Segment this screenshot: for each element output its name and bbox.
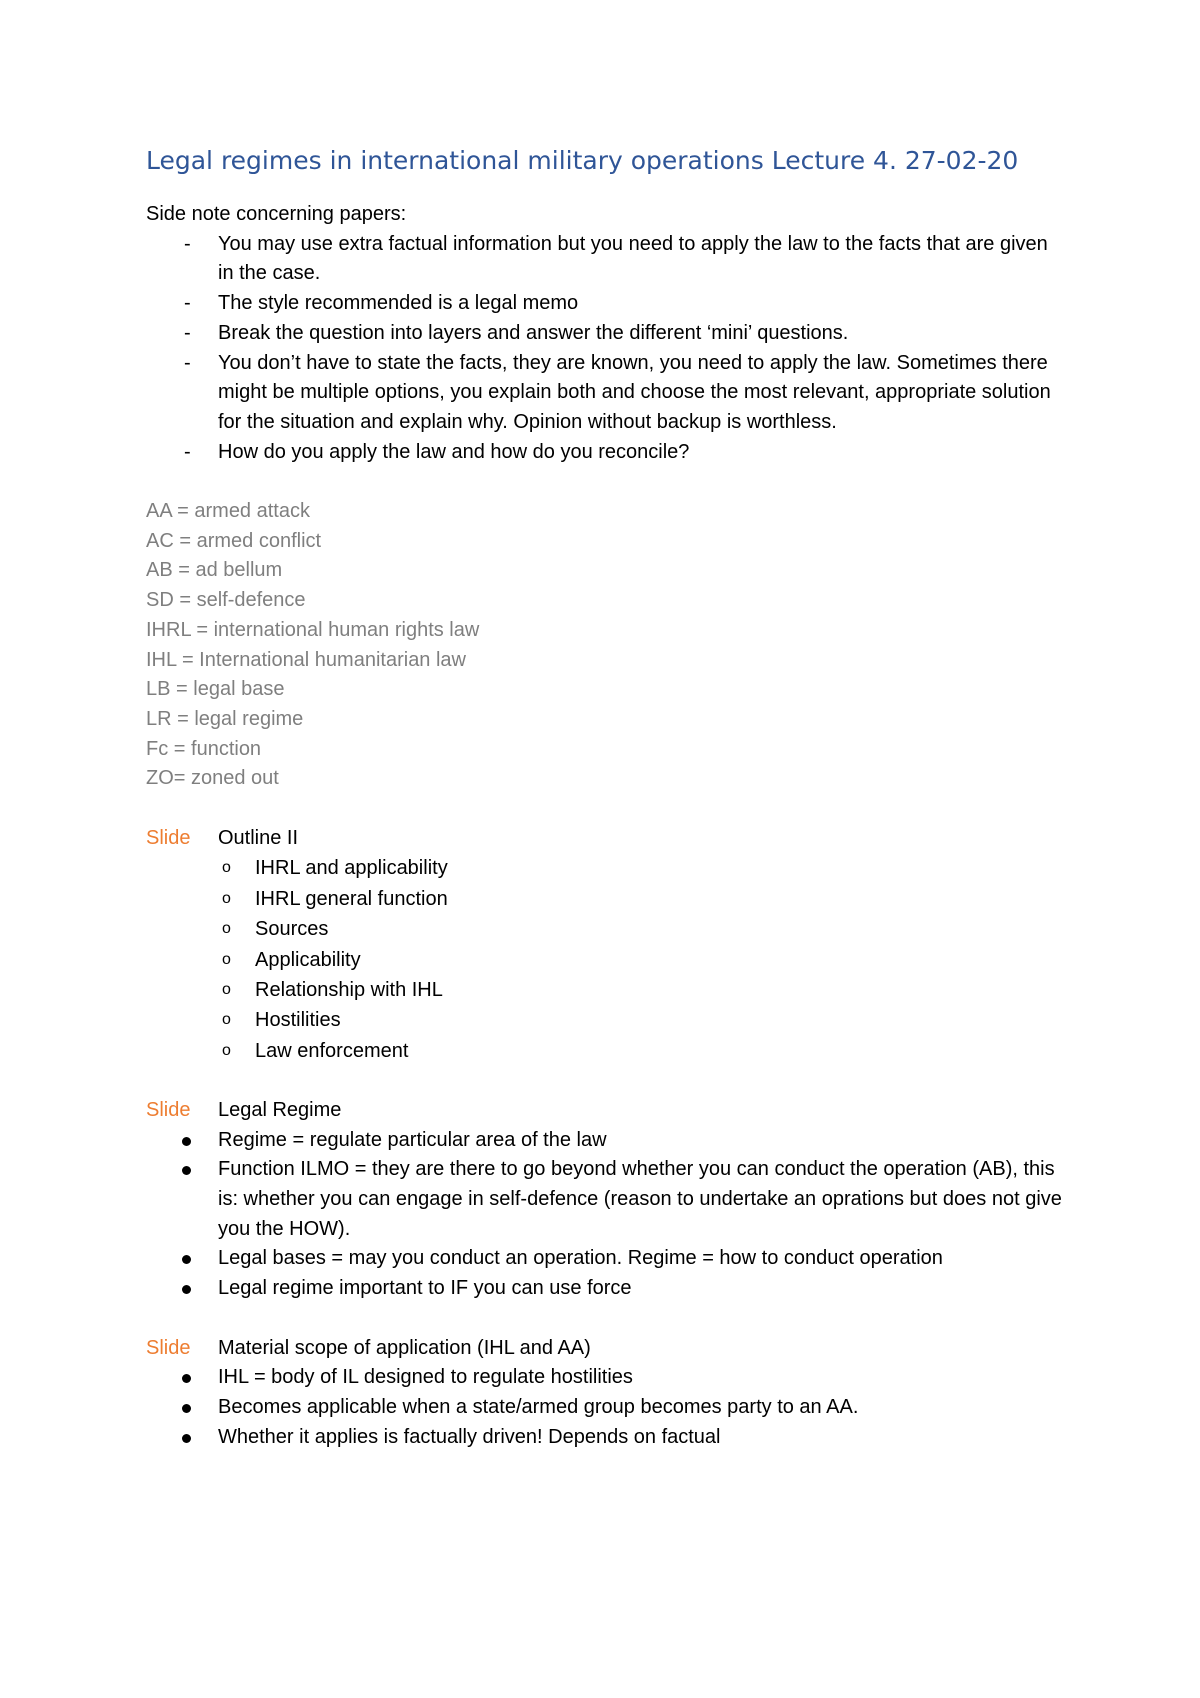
document-title: Legal regimes in international military operations Lecture 4. 27-02-20: [146, 146, 1019, 175]
list-item: [146, 319, 1066, 349]
list-item: [146, 853, 1066, 883]
dash-marker: -: [184, 232, 191, 255]
dash-marker: -: [184, 292, 191, 315]
spacer: [146, 1066, 1066, 1096]
bullet-icon: [182, 1166, 191, 1175]
abbreviation: LB = legal base: [146, 678, 285, 701]
list-item: [146, 1005, 1066, 1035]
document-content: [146, 146, 1066, 1452]
list-item: [146, 438, 1066, 468]
abbreviation: AA = armed attack: [146, 500, 310, 523]
slide-section-outline: [146, 824, 1066, 1067]
list-item: [146, 1274, 1066, 1304]
list-item: [146, 230, 1066, 289]
list-item-text: Law enforcement: [255, 1039, 409, 1062]
spacer: [146, 176, 1066, 200]
abbreviation: ZO= zoned out: [146, 767, 279, 790]
list-item-text: You may use extra factual information but you need to apply the law to the facts that are given in the case.: [218, 232, 1048, 285]
circle-bullet: o: [222, 1041, 231, 1059]
slide-heading: Outline II: [218, 826, 299, 849]
bullet-icon: [182, 1137, 191, 1146]
list-item-text: IHRL and applicability: [255, 857, 448, 880]
slide-heading: Material scope of application (IHL and AA): [218, 1336, 591, 1359]
list-item-text: You don’t have to state the facts, they are known, you need to apply the law. Sometimes there might be multiple options, you explain both and choose the most relevant, appropriate solution for the situation and explain why. Opinion without backup is worthless.: [218, 351, 1051, 433]
slide-heading-row: [146, 1334, 1066, 1364]
abbreviation: LR = legal regime: [146, 707, 304, 730]
abbreviation: Fc = function: [146, 737, 262, 760]
slide-list: [146, 1363, 1066, 1452]
circle-bullet: o: [222, 1011, 231, 1029]
list-item-text: Hostilities: [255, 1009, 341, 1032]
side-note-list: [146, 230, 1066, 468]
list-item: [146, 349, 1066, 438]
list-item-text: Legal regime important to IF you can use force: [218, 1277, 632, 1300]
side-note-heading: Side note concerning papers:: [146, 203, 407, 225]
list-item: [146, 884, 1066, 914]
circle-bullet: o: [222, 859, 231, 877]
list-item: [146, 1036, 1066, 1066]
abbreviation: AB = ad bellum: [146, 559, 283, 582]
list-item: [146, 1363, 1066, 1393]
list-item: [146, 914, 1066, 944]
abbreviation-list: [146, 497, 1066, 794]
slide-section-legal-regime: [146, 1096, 1066, 1304]
slide-list: [146, 1126, 1066, 1304]
list-item-text: Function ILMO = they are there to go beyond whether you can conduct the operation (AB), this is: whether you can engage in self-defence (reason to undertake an oprations but does not give you the HOW).: [218, 1158, 1062, 1240]
slide-heading-row: [146, 1096, 1066, 1126]
spacer: [146, 1304, 1066, 1334]
list-item: [146, 1126, 1066, 1156]
slide-heading: Legal Regime: [218, 1098, 342, 1121]
bullet-icon: [182, 1404, 191, 1413]
list-item: [146, 1393, 1066, 1423]
list-item-text: IHRL general function: [255, 887, 448, 910]
bullet-icon: [182, 1434, 191, 1443]
slide-list: [146, 853, 1066, 1066]
list-item-text: Applicability: [255, 948, 361, 971]
list-item-text: Whether it applies is factually driven! Depends on factual: [218, 1425, 721, 1448]
list-item-text: How do you apply the law and how do you reconcile?: [218, 440, 690, 463]
list-item: [146, 945, 1066, 975]
list-item-text: Legal bases = may you conduct an operation. Regime = how to conduct operation: [218, 1247, 943, 1270]
list-item-text: Sources: [255, 918, 329, 941]
spacer: [146, 467, 1066, 497]
dash-marker: -: [184, 351, 191, 374]
slide-label: Slide: [146, 826, 191, 849]
abbreviation: IHL = International humanitarian law: [146, 648, 466, 671]
list-item-text: IHL = body of IL designed to regulate hostilities: [218, 1366, 633, 1389]
bullet-icon: [182, 1374, 191, 1383]
list-item: [146, 1244, 1066, 1274]
list-item-text: Break the question into layers and answer the different ‘mini’ questions.: [218, 321, 849, 344]
slide-label: Slide: [146, 1098, 191, 1121]
spacer: [146, 794, 1066, 824]
circle-bullet: o: [222, 920, 231, 938]
slide-label: Slide: [146, 1336, 191, 1359]
circle-bullet: o: [222, 981, 231, 999]
dash-marker: -: [184, 321, 191, 344]
list-item-text: Becomes applicable when a state/armed group becomes party to an AA.: [218, 1395, 859, 1418]
circle-bullet: o: [222, 950, 231, 968]
list-item-text: The style recommended is a legal memo: [218, 292, 579, 315]
dash-marker: -: [184, 440, 191, 463]
bullet-icon: [182, 1255, 191, 1264]
list-item-text: Regime = regulate particular area of the law: [218, 1128, 607, 1151]
slide-section-material-scope: [146, 1334, 1066, 1453]
circle-bullet: o: [222, 889, 231, 907]
list-item-text: Relationship with IHL: [255, 979, 443, 1002]
abbreviation: IHRL = international human rights law: [146, 618, 480, 641]
list-item: [146, 1423, 1066, 1453]
list-item: [146, 1155, 1066, 1244]
abbreviation: SD = self-defence: [146, 589, 306, 612]
slide-heading-row: [146, 824, 1066, 854]
bullet-icon: [182, 1285, 191, 1294]
abbreviation: AC = armed conflict: [146, 529, 322, 552]
list-item: [146, 289, 1066, 319]
list-item: [146, 975, 1066, 1005]
